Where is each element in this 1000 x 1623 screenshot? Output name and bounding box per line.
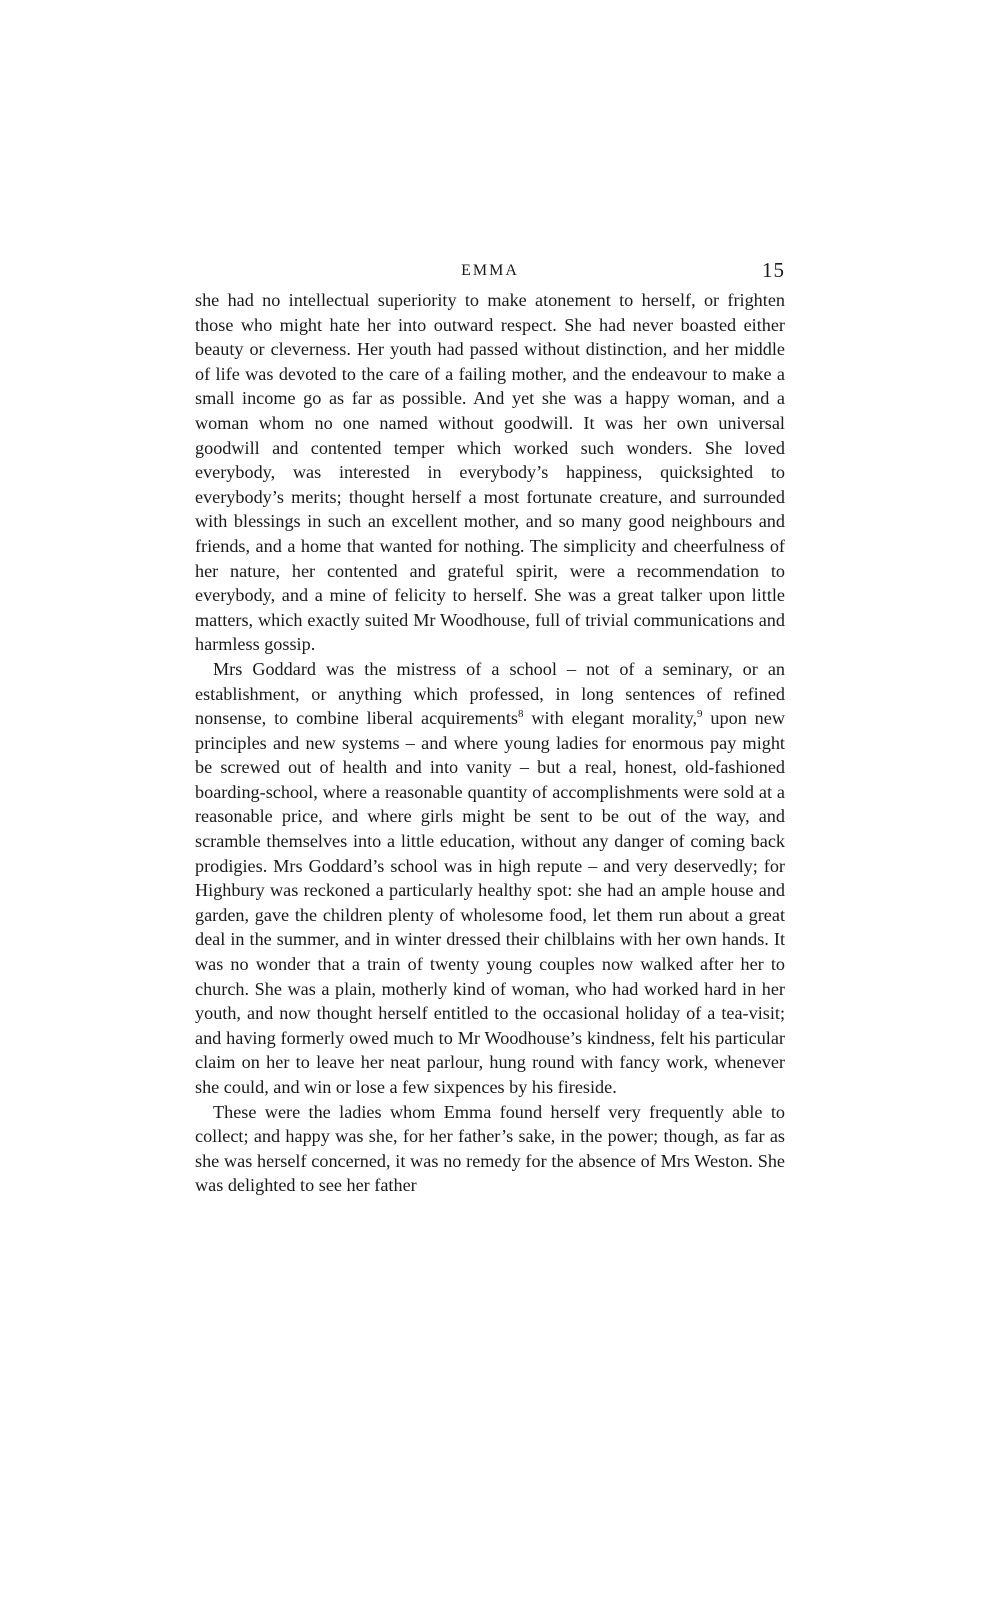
paragraph-2-text-c: upon new principles and new systems – and where young ladies for enormous pay might be screwed out of health and into vanity – but a real, honest, old-fashioned boarding-school, where a reasonable quantity of accomplishments were sold at a reasonable price, and where girls might be sent to be out of the way, and scramble themselves into a little education, without any danger of coming back prodigies. Mrs Goddard’s school was in high repute – and very deservedly; for Highbury was reckoned a particularly healthy spot: she had an ample house and garden, gave the children plenty of wholesome food, let them run about a great deal in the summer, and in winter dressed their chilblains with her own hands. It was no wonder that a train of twenty young couples now walked after her to church. She was a plain, motherly kind of woman, who had worked hard in her youth, and now thought herself entitled to the occasional holiday of a tea-visit; and having formerly owed much to Mr Woodhouse’s kindness, felt his particular claim on her to leave her neat parlour, hung round with fancy work, whenever she could, and win or lose a few sixpences by his fireside. — [195, 708, 785, 1097]
footnote-marker-8: 8 — [518, 708, 524, 721]
paragraph-1: she had no intellectual superiority to make atonement to herself, or frighten those who might hate her into outward respect. She had never boasted either beauty or cleverness. Her youth had passed without distinction, and her middle of life was devoted to the care of a failing mother, and the endeavour to make a small income go as far as possible. And yet she was a happy woman, and a woman whom no one named without goodwill. It was her own universal goodwill and contented temper which worked such wonders. She loved everybody, was interested in everybody’s happiness, quicksighted to everybody’s merits; thought herself a most fortunate creature, and surrounded with blessings in such an excellent mother, and so many good neighbours and friends, and a home that wanted for nothing. The simplicity and cheerfulness of her nature, her contented and grateful spirit, were a recommendation to everybody, and a mine of felicity to herself. She was a great talker upon little matters, which exactly suited Mr Woodhouse, full of trivial communications and harmless gossip. — [195, 290, 785, 655]
paragraph-3: These were the ladies whom Emma found herself very frequently able to collect; and happy was she, for her father’s sake, in the power; though, as far as she was herself concerned, it was no remedy for the absence of Mrs Weston. She was delighted to see her father — [195, 1101, 785, 1196]
running-head — [195, 258, 785, 288]
book-page — [195, 258, 785, 1198]
footnote-marker-9: 9 — [697, 708, 703, 721]
running-title: EMMA — [461, 262, 519, 279]
page-number: 15 — [762, 258, 785, 282]
paragraph-2-text-a: Mrs Goddard was the mistress of a school – not of a seminary, or an establishment, or anything which professed, in long sentences of refined nonsense, to combine liberal acquirements — [195, 658, 785, 729]
paragraph-2 — [195, 657, 785, 1100]
paragraph-2-text-b: with elegant morality, — [523, 708, 698, 729]
